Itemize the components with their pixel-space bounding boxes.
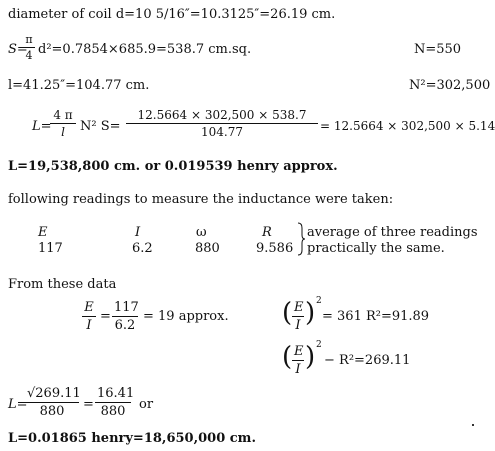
four-pi-over-l (50, 108, 76, 139)
inductance-lhs: L= (32, 119, 52, 134)
big-fraction-numerator: 12.5664 × 302,500 × 538.7 (126, 108, 318, 124)
e-over-i-squared-1 (292, 300, 304, 333)
pi-numerator: π (23, 33, 35, 48)
difference-result: − R²=269.11 (324, 353, 411, 368)
final-result: L=0.01865 henry=18,650,000 cm. (8, 431, 256, 446)
paren-close-2: ) (305, 342, 316, 372)
ratio-denominator: 880 (100, 404, 126, 419)
i-denominator-sq2: I (295, 362, 301, 377)
ratio-result: = 19 approx. (143, 309, 229, 324)
sqrt-fraction (25, 386, 79, 419)
readings-note-1: average of three readings (307, 225, 478, 240)
e-over-i (82, 300, 96, 333)
value-i: 6.2 (132, 241, 153, 256)
pi-over-four (23, 33, 35, 62)
value-r: 9.586 (256, 241, 294, 256)
header-omega: ω (196, 225, 207, 240)
value-e: 117 (38, 241, 63, 256)
e-numerator-sq1: E (294, 300, 304, 315)
value-omega: 880 (195, 241, 220, 256)
ratio-numerator: 16.41 (97, 386, 135, 401)
readings-note-2: practically the same. (307, 241, 445, 256)
exponent-2: 2 (316, 340, 322, 350)
length-line: l=41.25″=104.77 cm. (8, 78, 150, 93)
i-denominator-sq1: I (295, 318, 301, 333)
turns-n: N=550 (414, 42, 462, 57)
e-numerator: E (82, 300, 96, 317)
header-i: I (135, 225, 141, 240)
big-fraction (126, 108, 318, 139)
header-r: R (262, 225, 272, 240)
paren-open-1: ( (282, 298, 293, 328)
inductance-result: L=19,538,800 cm. or 0.019539 henry approx. (8, 159, 338, 174)
sqrt-numerator: √269.11 (27, 386, 81, 401)
from-data-line: From these data (8, 277, 117, 292)
final-lhs: L= (8, 397, 28, 412)
equals-sign-1: = (100, 309, 111, 324)
ratio-fraction (95, 386, 135, 419)
margin-mark (472, 424, 474, 426)
four-pi-numerator: 4 π (50, 108, 76, 124)
header-e: E (38, 225, 48, 240)
inductance-rhs: = 12.5664 × 302,500 × 5.14 (320, 119, 495, 133)
big-fraction-denominator: 104.77 (201, 125, 243, 139)
paren-open-2: ( (282, 342, 293, 372)
four-denominator: 4 (25, 49, 33, 62)
square-result: = 361 R²=91.89 (322, 309, 430, 324)
exponent-1: 2 (316, 296, 322, 306)
e-over-i-squared-2 (292, 344, 304, 377)
brace-icon (296, 222, 306, 256)
turns-n-squared: N²=302,500 (409, 78, 491, 93)
sqrt-denominator: 880 (39, 404, 65, 419)
e-numerator-sq2: E (294, 344, 304, 359)
paren-close-1: ) (305, 298, 316, 328)
l-denominator: l (61, 125, 65, 139)
readings-intro: following readings to measure the inductance were taken: (8, 192, 394, 207)
value-fraction (112, 300, 138, 333)
value-denominator: 6.2 (114, 318, 136, 333)
equals-sign-2: = (83, 397, 94, 412)
or-word: or (139, 397, 154, 412)
area-lhs: S= (8, 42, 28, 57)
i-denominator: I (86, 318, 92, 333)
value-numerator: 117 (114, 300, 139, 315)
diameter-line: diameter of coil d=10 5/16″=10.3125″=26.19 cm. (8, 7, 336, 22)
area-rhs: d²=0.7854×685.9=538.7 cm.sq. (38, 42, 252, 57)
n-squared-s: N² S= (80, 119, 121, 134)
